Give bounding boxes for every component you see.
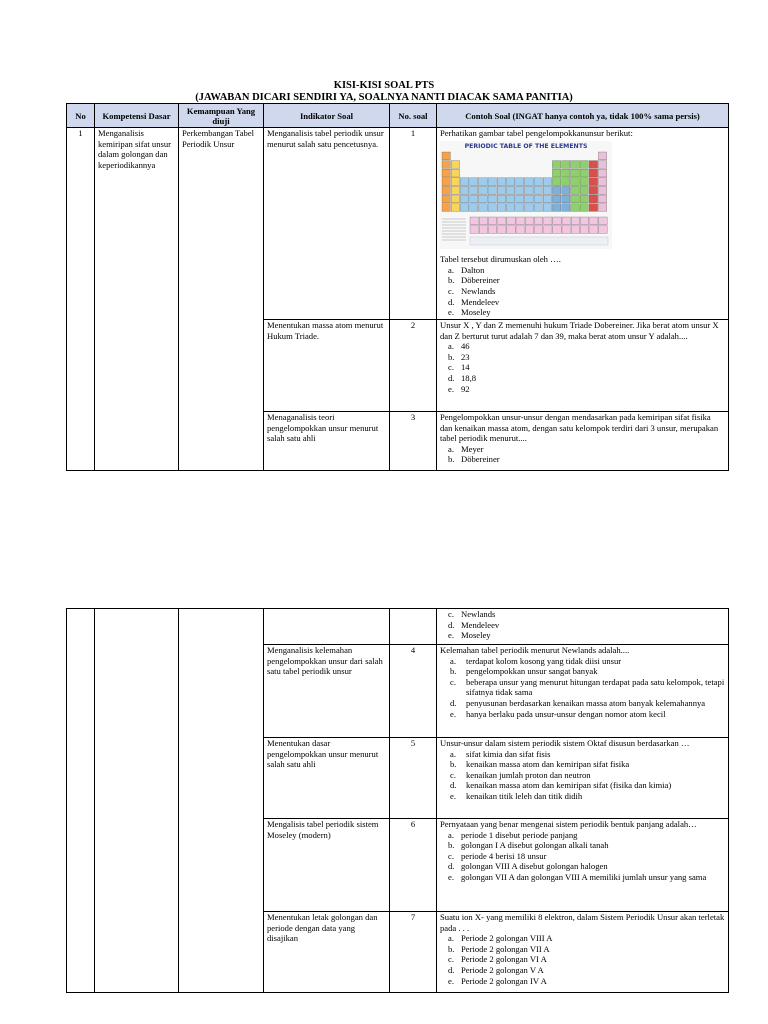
element-cell [589,177,597,185]
indikator-cell: Menentukan letak golongan dan periode dengan data yang disajikan [264,912,390,993]
element-cell [534,203,542,211]
element-cell [552,203,560,211]
lanthanide-cell [470,225,478,233]
lanthanide-cell [507,225,515,233]
element-cell [543,195,551,203]
indikator-cell: Menentukan dasar pengelompokkan unsur menurut salah satu ahli [264,738,390,819]
element-cell [460,195,468,203]
option: b. pengelompokkan unsur sangat banyak [450,666,598,677]
element-cell [516,203,524,211]
element-cell [442,152,450,160]
question-number: 7 [390,912,437,993]
option: c. kenaikan jumlah proton dan neutron [450,769,591,780]
option: e. 92 [448,383,470,394]
element-cell [580,203,588,211]
element-cell [534,195,542,203]
element-cell [534,186,542,194]
element-cell [479,177,487,185]
question-cell [437,128,729,320]
lanthanide-cell [498,225,506,233]
element-cell [442,177,450,185]
option: a. sifat kimia dan sifat fisis [450,748,551,759]
element-cell [543,186,551,194]
element-cell [516,186,524,194]
element-cell [525,203,533,211]
periodic-table-image [440,141,612,249]
element-cell [525,195,533,203]
element-cell [497,177,505,185]
question-stem: Unsur X , Y dan Z memenuhi hukum Triade Dobereiner. Jika berat atom unsur X dan Z berturut turut adalah 7 dan 39, maka berat atom unsur Y adalah.... [440,320,719,341]
option: d. Mendeleev [448,296,500,307]
element-cell [598,152,606,160]
kemampuan-cell: Perkembangan Tabel Periodik Unsur [179,128,264,471]
element-cell [488,177,496,185]
indikator-cell: Menganalisis tabel periodik unsur menurut salah satu pencetusnya. [264,128,390,320]
lanthanide-cell [534,225,542,233]
element-cell [451,177,459,185]
option: e. kenaikan titik leleh dan titik didih [450,790,583,801]
option: b. golongan I A disebut golongan alkali tanah [448,840,609,851]
element-cell [571,186,579,194]
legend-bar [470,237,608,245]
question-number: 2 [390,320,437,412]
element-cell [571,203,579,211]
question-number: 4 [390,645,437,738]
option: b. Döbereiner [448,275,500,286]
element-cell [562,195,570,203]
element-cell [598,186,606,194]
question-number: 5 [390,738,437,819]
element-cell [571,160,579,168]
element-cell [506,177,514,185]
element-cell [442,195,450,203]
element-cell [488,186,496,194]
lanthanide-cell [562,225,570,233]
element-cell [525,177,533,185]
option: d. Mendeleev [448,619,500,630]
option: a. terdapat kolom kosong yang tidak diisi unsur [450,655,622,666]
question-cell [437,320,729,412]
question-cell [437,819,729,912]
option: e. Periode 2 golongan IV A [448,975,547,986]
row-number-continued [67,609,95,993]
element-cell [571,195,579,203]
header-kemampuan: Kemampuan Yang diuji [179,104,264,128]
element-cell [534,177,542,185]
option: a. Meyer [448,443,484,454]
element-cell [552,169,560,177]
element-cell [451,203,459,211]
lanthanide-cell [571,217,579,225]
option: c. Newlands [448,285,496,296]
element-cell [497,186,505,194]
option: d. Periode 2 golongan V A [448,964,544,975]
element-cell [562,160,570,168]
element-cell [580,195,588,203]
indikator-cell [264,609,390,645]
lanthanide-cell [516,225,524,233]
element-cell [552,177,560,185]
indikator-cell: Menentukan massa atom menurut Hukum Triade. [264,320,390,412]
element-cell [516,177,524,185]
kemampuan-continued [179,609,264,993]
lanthanide-cell [534,217,542,225]
element-cell [598,169,606,177]
document-subtitle: (JAWABAN DICARI SENDIRI YA, SOALNYA NANTI DIACAK SAMA PANITIA) [195,92,573,103]
element-cell [451,186,459,194]
options-list [440,341,725,394]
options-list [440,609,725,641]
question-intro: Perhatikan gambar tabel pengelompokkanunsur berikut: [440,128,633,138]
element-cell [479,186,487,194]
question-number [390,609,437,645]
element-cell [460,186,468,194]
header-row [67,104,729,128]
option: c. Periode 2 golongan VI A [448,954,547,965]
lanthanide-cell [488,225,496,233]
element-cell [470,203,478,211]
question-stem: Unsur-unsur dalam sistem periodik sistem Oktaf disusun berdasarkan … [440,738,690,748]
option: c. beberapa unsur yang menurut hitungan terdapat pada satu kelompok, tetapi sifatnya tidak sama [450,676,725,698]
element-cell [525,186,533,194]
question-cell [437,645,729,738]
lanthanide-cell [590,217,598,225]
options-list [440,749,725,802]
options-list [440,656,725,720]
element-cell [580,177,588,185]
kisi-kisi-table-part-2 [66,608,729,993]
element-cell [460,203,468,211]
lanthanide-cell [488,217,496,225]
option: e. Moseley [448,630,491,641]
option: c. periode 4 berisi 18 unsur [448,850,547,861]
lanthanide-cell [580,225,588,233]
lanthanide-cell [562,217,570,225]
header-kompetensi-dasar: Kompetensi Dasar [95,104,179,128]
element-cell [470,177,478,185]
option: d. 18,8 [448,372,477,383]
element-cell [451,169,459,177]
kisi-kisi-table-part-1 [66,103,729,471]
question-cell [437,412,729,471]
element-cell [497,203,505,211]
document-title: KISI-KISI SOAL PTS [333,80,435,91]
element-cell [497,195,505,203]
question-stem: Tabel tersebut dirumuskan oleh …. [440,254,561,265]
lanthanide-cell [525,225,533,233]
option: c. 14 [448,362,470,373]
question-stem: Suatu ion X- yang memiliki 8 elektron, dalam Sistem Periodik Unsur akan terletak pada . . . [440,912,725,933]
table-row [67,609,729,645]
lanthanide-cell [507,217,515,225]
element-cell [552,186,560,194]
indikator-cell: Menaganalisis teori pengelompokkan unsur menurut salah satu ahli [264,412,390,471]
element-cell [442,160,450,168]
lanthanide-cell [498,217,506,225]
option: b. 23 [448,351,470,362]
element-cell [451,160,459,168]
question-number: 6 [390,819,437,912]
option: a. periode 1 disebut periode panjang [448,829,578,840]
element-cell [571,177,579,185]
element-cell [589,203,597,211]
element-cell [552,195,560,203]
option: d. kenaikan massa atom dan kemiripan sifat (fisika dan kimia) [450,780,672,791]
element-cell [543,203,551,211]
element-cell [562,169,570,177]
lanthanide-cell [516,217,524,225]
option: d. golongan VIII A disebut golongan halogen [448,861,608,872]
element-cell [589,160,597,168]
element-cell [516,195,524,203]
element-cell [442,186,450,194]
lanthanide-cell [525,217,533,225]
options-list [440,830,725,883]
options-list [440,265,725,318]
element-cell [562,203,570,211]
header-no-soal: No. soal [390,104,437,128]
row-number: 1 [67,128,95,471]
element-cell [589,195,597,203]
element-cell [598,195,606,203]
option: e. hanya berlaku pada unsur-unsur dengan nomor atom kecil [450,708,666,719]
element-cell [506,195,514,203]
element-cell [598,160,606,168]
element-cell [580,169,588,177]
option: b. Döbereiner [448,454,500,465]
element-cell [488,195,496,203]
option: e. Moseley [448,307,491,318]
question-cell [437,738,729,819]
element-cell [580,160,588,168]
question-stem: Kelemahan tabel periodik menurut Newlands adalah.... [440,645,630,655]
element-cell [543,177,551,185]
lanthanide-cell [479,225,487,233]
element-cell [479,203,487,211]
lanthanide-cell [599,217,607,225]
element-cell [470,186,478,194]
element-cell [589,169,597,177]
question-stem: Pengelompokkan unsur-unsur dengan mendasarkan pada kemiripan sifat fisika dan kenaikan massa atom, dengan satu kelompok terdiri dari 3 unsur, merupakan tabel periodik menurut.... [440,412,719,444]
lanthanide-cell [479,217,487,225]
option: d. penyusunan berdasarkan kenaikan massa atom banyak kelemahannya [450,697,706,708]
lanthanide-cell [571,225,579,233]
question-number: 3 [390,412,437,471]
element-cell [506,186,514,194]
lanthanide-cell [544,225,552,233]
element-cell [460,177,468,185]
options-list [440,444,725,465]
question-cell [437,609,729,645]
element-cell [488,203,496,211]
element-cell [506,203,514,211]
element-cell [598,203,606,211]
kompetensi-dasar-continued [95,609,179,993]
question-stem: Pernyataan yang benar mengenai sistem periodik bentuk panjang adalah… [440,819,697,829]
lanthanide-cell [590,225,598,233]
lanthanide-cell [580,217,588,225]
lanthanide-cell [599,225,607,233]
element-cell [442,203,450,211]
option: b. kenaikan massa atom dan kemiripan sifat fisika [450,759,630,770]
element-cell [580,186,588,194]
options-list [440,933,725,986]
lanthanide-cell [553,217,561,225]
header-indikator-soal: Indikator Soal [264,104,390,128]
lanthanide-cell [553,225,561,233]
element-cell [598,177,606,185]
element-cell [562,177,570,185]
lanthanide-cell [544,217,552,225]
header-no: No [67,104,95,128]
table-row [67,128,729,320]
element-cell [552,160,560,168]
element-cell [562,186,570,194]
question-number: 1 [390,128,437,320]
header-contoh-soal: Contoh Soal (INGAT hanya contoh ya, tidak 100% sama persis) [437,104,729,128]
lanthanide-cell [470,217,478,225]
kompetensi-dasar-cell: Menganalisis kemiripan sifat unsur dalam golongan dan keperiodikannya [95,128,179,471]
option: a. Dalton [448,264,485,275]
element-cell [442,169,450,177]
option: e. golongan VII A dan golongan VIII A memiliki jumlah unsur yang sama [448,871,707,882]
question-cell [437,912,729,993]
element-cell [589,186,597,194]
element-cell [451,195,459,203]
option: c. Newlands [448,609,496,619]
element-cell [479,195,487,203]
option: a. 46 [448,341,470,352]
element-cell [571,169,579,177]
indikator-cell: Mengalisis tabel periodik sistem Moseley (modern) [264,819,390,912]
figure-title: PERIODIC TABLE OF THE ELEMENTS [464,142,588,150]
option: a. Periode 2 golongan VIII A [448,933,553,944]
element-cell [470,195,478,203]
indikator-cell: Menganalisis kelemahan pengelompokkan unsur dari salah satu tabel periodik unsur [264,645,390,738]
option: b. Periode 2 golongan VII A [448,943,550,954]
